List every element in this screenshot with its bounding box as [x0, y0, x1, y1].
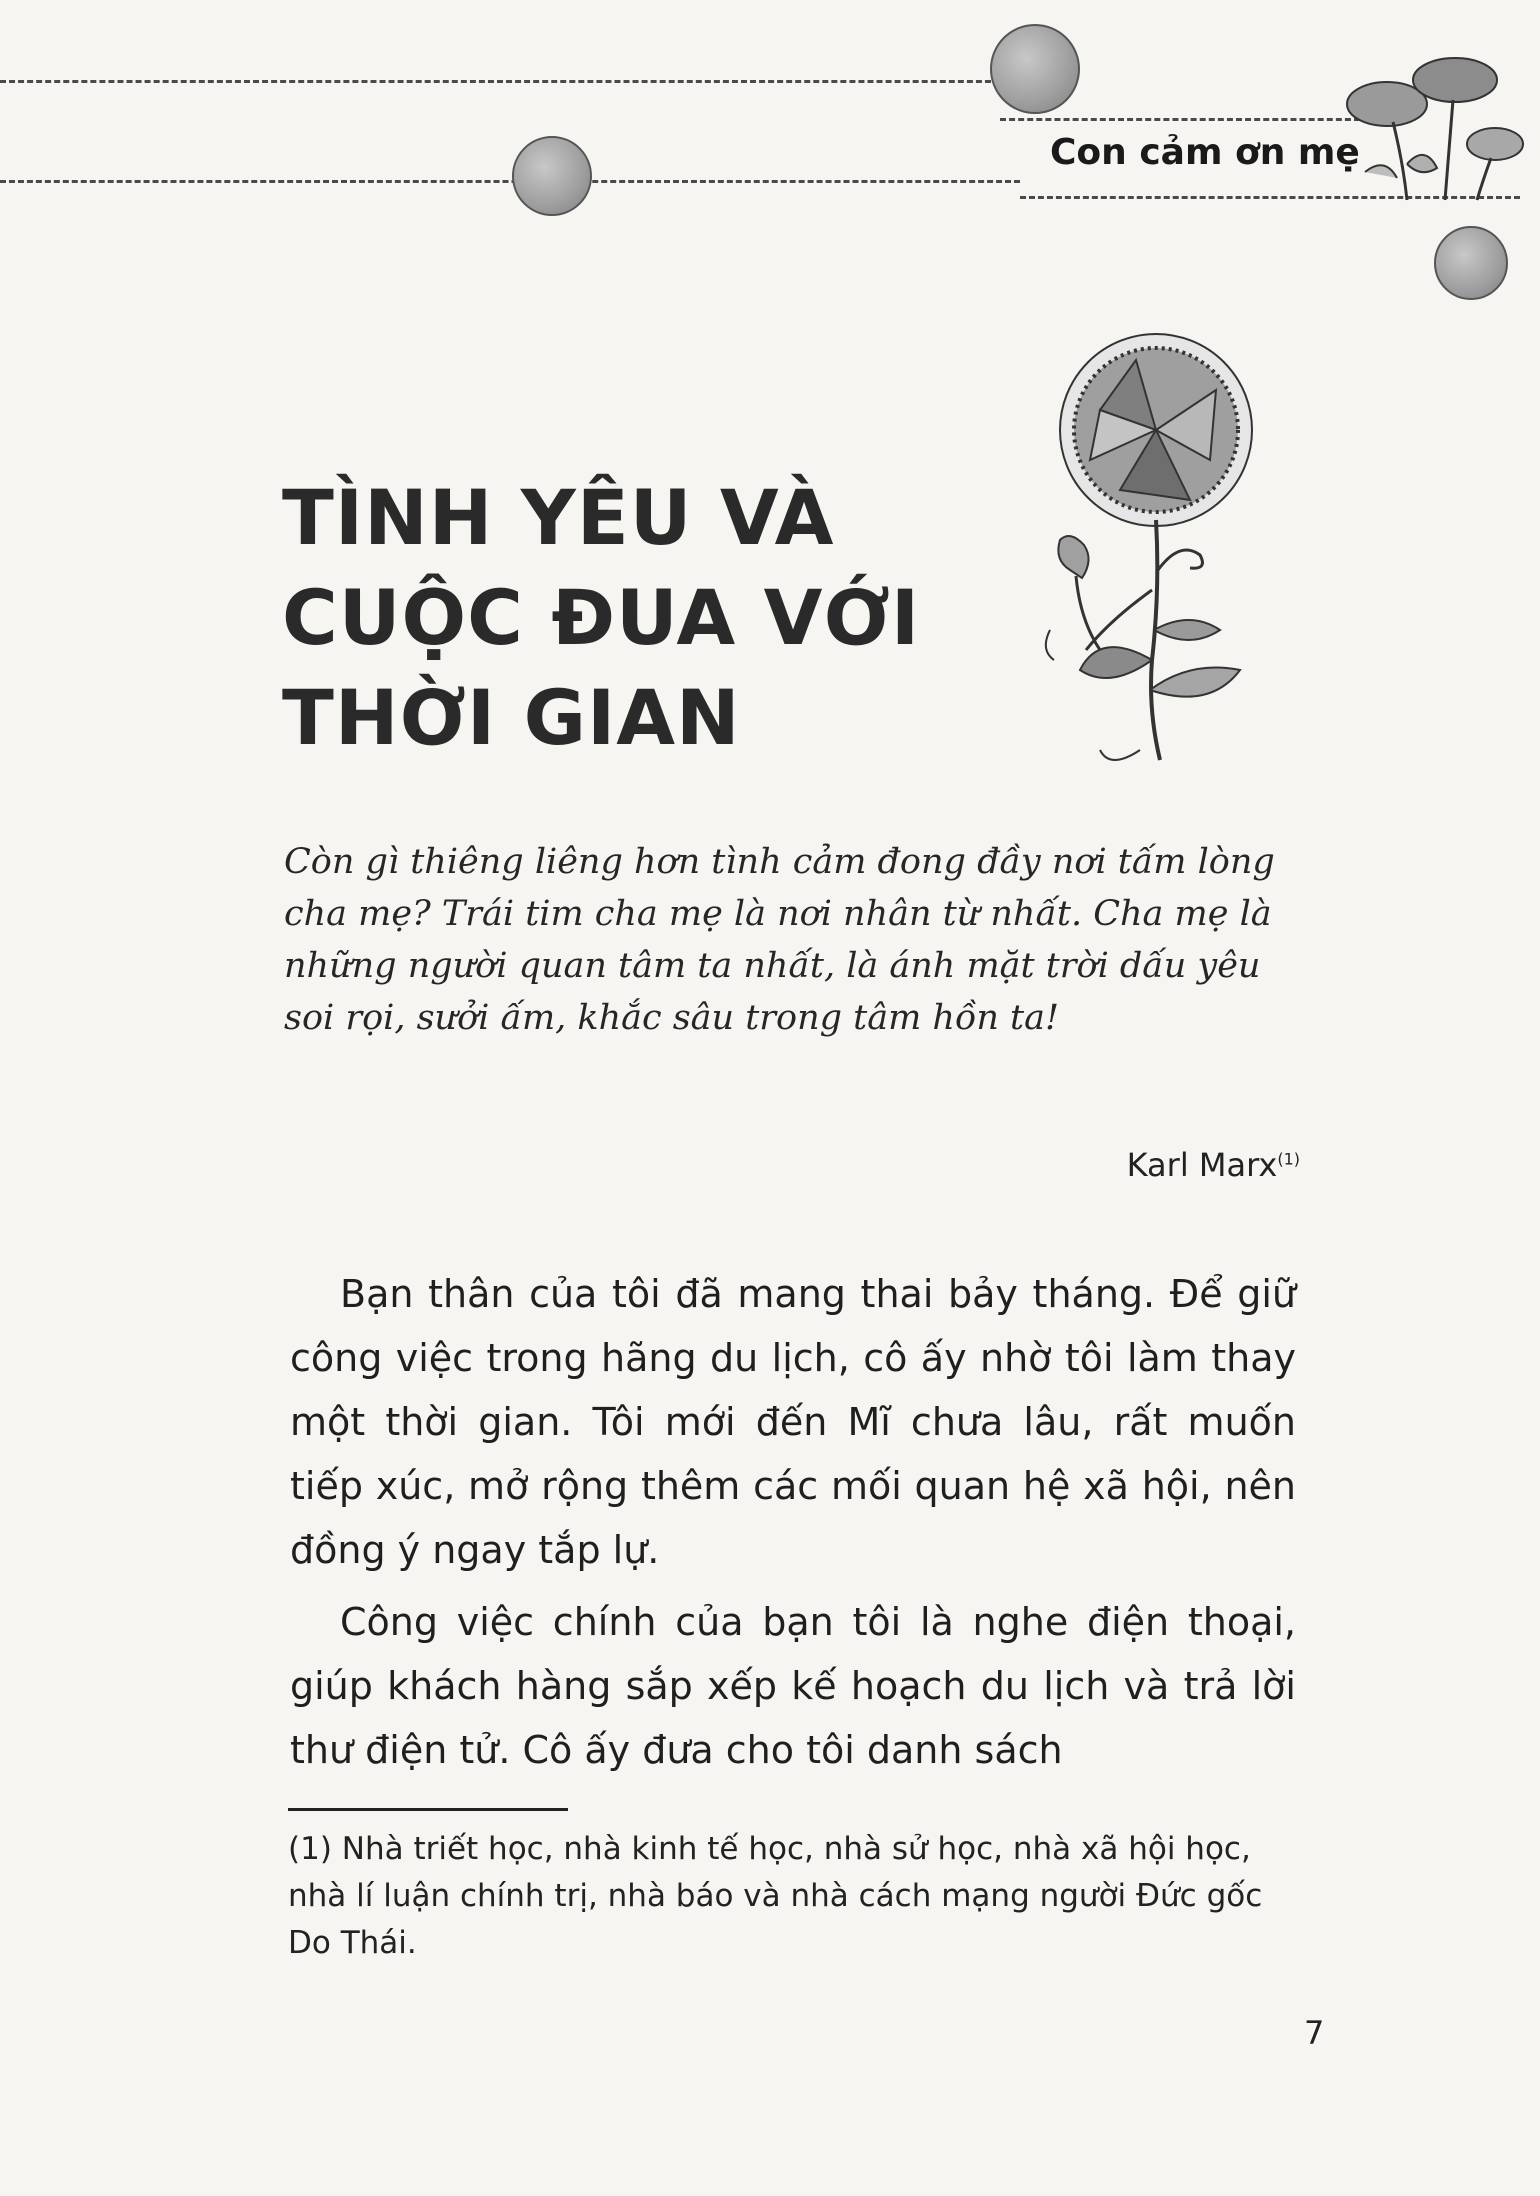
footnote: (1) Nhà triết học, nhà kinh tế học, nhà sử học, nhà xã hội học, nhà lí luận chính trị, nhà báo và nhà cách mạng người Đức gốc Do Thái. — [288, 1831, 1263, 1961]
epigraph-author — [1127, 1146, 1300, 1184]
decorative-circle-top — [990, 24, 1080, 114]
section-title: Con cảm ơn mẹ — [1050, 132, 1360, 173]
epigraph-line: Còn gì thiêng liêng hơn tình cảm đong đầy nơi tấm lòng — [284, 842, 1275, 882]
epigraph-quote — [284, 836, 1304, 1044]
decorative-circle-right — [1434, 226, 1508, 300]
epigraph-line: những người quan tâm ta nhất, là ánh mặt trời dấu yêu — [284, 946, 1261, 986]
body-paragraph: Công việc chính của bạn tôi là nghe điện thoại, giúp khách hàng sắp xếp kế hoạch du lịch và trả lời thư điện tử. Cô ấy đưa cho tôi danh sách — [290, 1600, 1296, 1772]
chapter-title-line: CUỘC ĐUA VỚI — [282, 573, 921, 662]
plant-icon — [1345, 52, 1525, 202]
footnote-divider — [288, 1808, 568, 1811]
body-text — [290, 1262, 1296, 1790]
dashed-line-middle — [0, 180, 1020, 183]
epigraph-line: cha mẹ? Trái tim cha mẹ là nơi nhân từ nhất. Cha mẹ là — [284, 894, 1272, 934]
chapter-title — [282, 468, 920, 768]
footnote-reference[interactable]: (1) — [1277, 1149, 1300, 1169]
body-paragraph: Bạn thân của tôi đã mang thai bảy tháng. Để giữ công việc trong hãng du lịch, cô ấy nhờ tôi làm thay một thời gian. Tôi mới đến Mĩ chưa lâu, rất muốn tiếp xúc, mở rộng thêm các mối quan hệ xã hội, nên đồng ý ngay tắp lự. — [290, 1272, 1296, 1572]
page-number: 7 — [1304, 2014, 1325, 2052]
dashed-line-top-right — [1000, 118, 1360, 121]
dashed-line-top — [0, 80, 1000, 83]
chapter-title-line: THỜI GIAN — [282, 673, 741, 762]
chapter-title-line: TÌNH YÊU VÀ — [282, 473, 835, 562]
decorative-circle-left — [512, 136, 592, 216]
author-name: Karl Marx — [1126, 1146, 1278, 1184]
epigraph-line: soi rọi, sưởi ấm, khắc sâu trong tâm hồn ta! — [284, 998, 1060, 1038]
sunflower-icon — [1040, 330, 1270, 790]
